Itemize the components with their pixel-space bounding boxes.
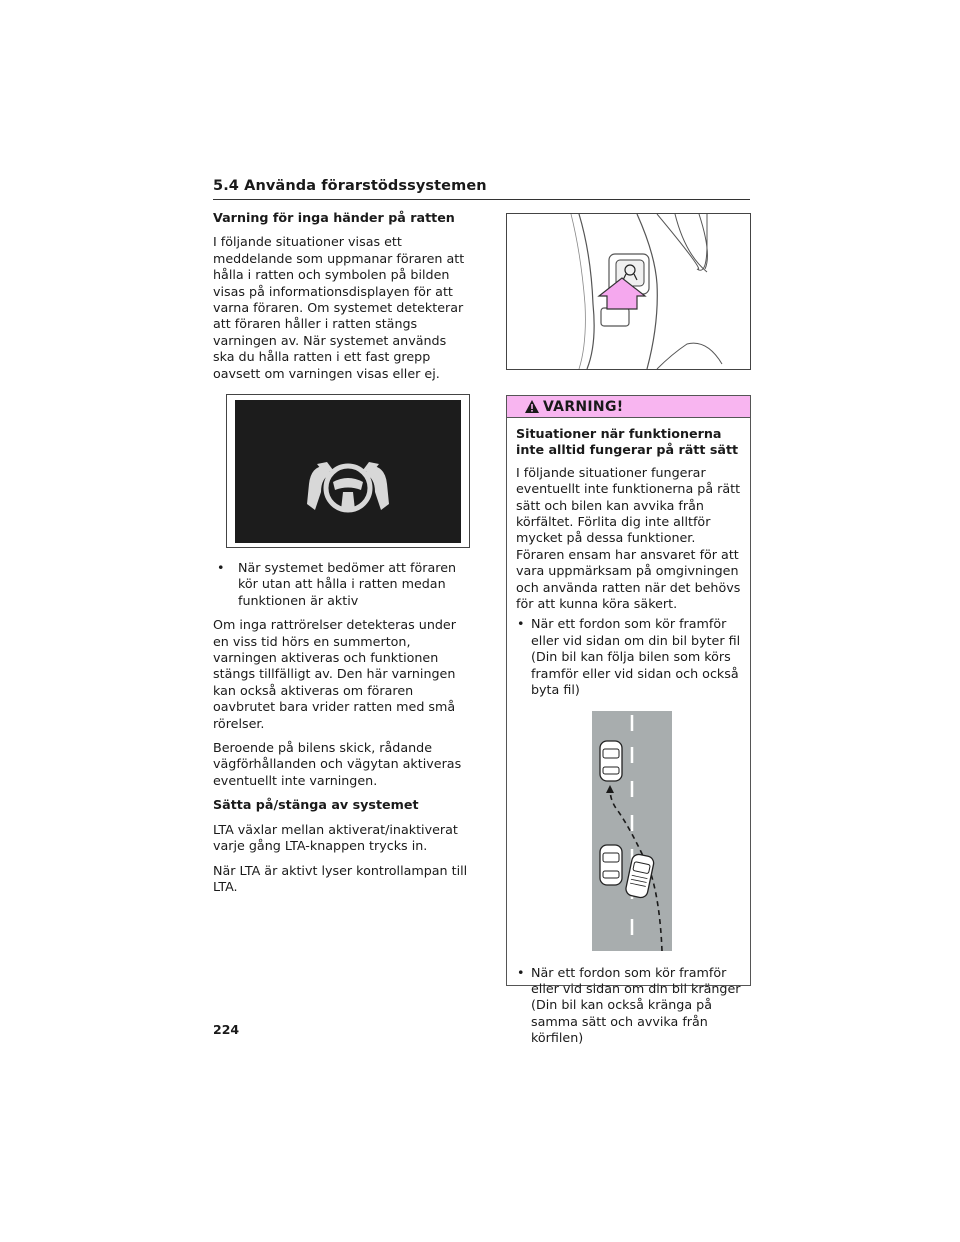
warning-intro: I följande situationer fungerar eventuellt inte funktionerna på rätt sätt och bilen kan avvika från körfältet. Förlita dig inte alltför mycket på dessa funktioner. Föraren ensam har ansvaret för att vara uppmärksam på omgivningen och använda ratten när det behövs för att kunna köra säkert. bbox=[516, 464, 741, 612]
heading-toggle-system: Sätta på/stänga av systemet bbox=[213, 797, 419, 813]
intro-paragraph: I följande situationer visas ett meddelande som uppmanar föraren att hålla i ratten och symbolen på bilden visas på informationsdisplayen för att varna föraren. Om systemet detekterar att föraren håller i ratten stängs varningen av. När systemet används ska du hålla ratten i ett fast grepp oavsett om varningen visas eller ej. bbox=[213, 234, 465, 381]
lane-change-illustration bbox=[592, 711, 672, 951]
warning-box bbox=[506, 395, 751, 1046]
paragraph-conditions: Beroende på bilens skick, rådande vägförhållanden och vägytan aktiveras eventuellt inte varningen. bbox=[213, 740, 462, 788]
warning-heading: Situationer när funktionerna inte alltid fungerar på rätt sätt bbox=[516, 426, 739, 458]
bullet-marker: • bbox=[517, 964, 525, 980]
car-ahead bbox=[600, 741, 622, 781]
bullet-text: När ett fordon som kör framför eller vid sidan om din bil kränger (Din bil kan också kränga på samma sätt och avvika från körfilen) bbox=[531, 964, 741, 1046]
warning-triangle-icon bbox=[524, 399, 540, 414]
heading-hands-off-warning: Varning för inga händer på ratten bbox=[213, 210, 455, 225]
paragraph-no-movement: Om inga rattrörelser detekteras under en viss tid hörs en summerton, varningen aktiveras och funktionen stängs tillfälligt av. Den här varningen kan också aktiveras om föraren oavbrutet bara vrider ratten med små rörelser. bbox=[213, 617, 456, 731]
bullet-text: När ett fordon som kör framför eller vid sidan om din bil byter fil (Din bil kan följa bilen som körs framför eller vid sidan och också byta fil) bbox=[531, 616, 741, 698]
display-illustration bbox=[226, 394, 470, 548]
bullet-text: När systemet bedömer att föraren kör utan att hålla i ratten medan funktionen är aktiv bbox=[238, 560, 457, 608]
steering-wheel-drawing bbox=[507, 214, 750, 369]
left-column-top bbox=[213, 210, 471, 390]
bullet-marker: • bbox=[217, 560, 225, 575]
section-title: 5.4 Använda förarstödssystemen bbox=[213, 178, 487, 194]
warning-title: VARNING! bbox=[543, 398, 624, 415]
section-divider bbox=[213, 199, 750, 200]
page-number: 224 bbox=[213, 1022, 240, 1037]
paragraph-indicator: När LTA är aktivt lyser kontrollampan till LTA. bbox=[213, 862, 468, 894]
car-side bbox=[600, 845, 622, 885]
information-display bbox=[235, 400, 461, 543]
hands-on-wheel-icon bbox=[303, 452, 393, 522]
steering-wheel-illustration bbox=[506, 213, 751, 370]
warning-body bbox=[507, 418, 750, 1047]
paragraph-toggle: LTA växlar mellan aktiverat/inaktiverat varje gång LTA-knappen trycks in. bbox=[213, 821, 458, 854]
bullet-marker: • bbox=[517, 616, 525, 632]
warning-bullet-swerve bbox=[516, 965, 741, 1047]
road-illustration-wrapper bbox=[516, 703, 742, 965]
left-column-bottom bbox=[213, 560, 471, 903]
warning-header bbox=[507, 396, 750, 418]
bullet-hands-off bbox=[213, 560, 471, 609]
warning-bullet-lane-change bbox=[516, 616, 741, 698]
